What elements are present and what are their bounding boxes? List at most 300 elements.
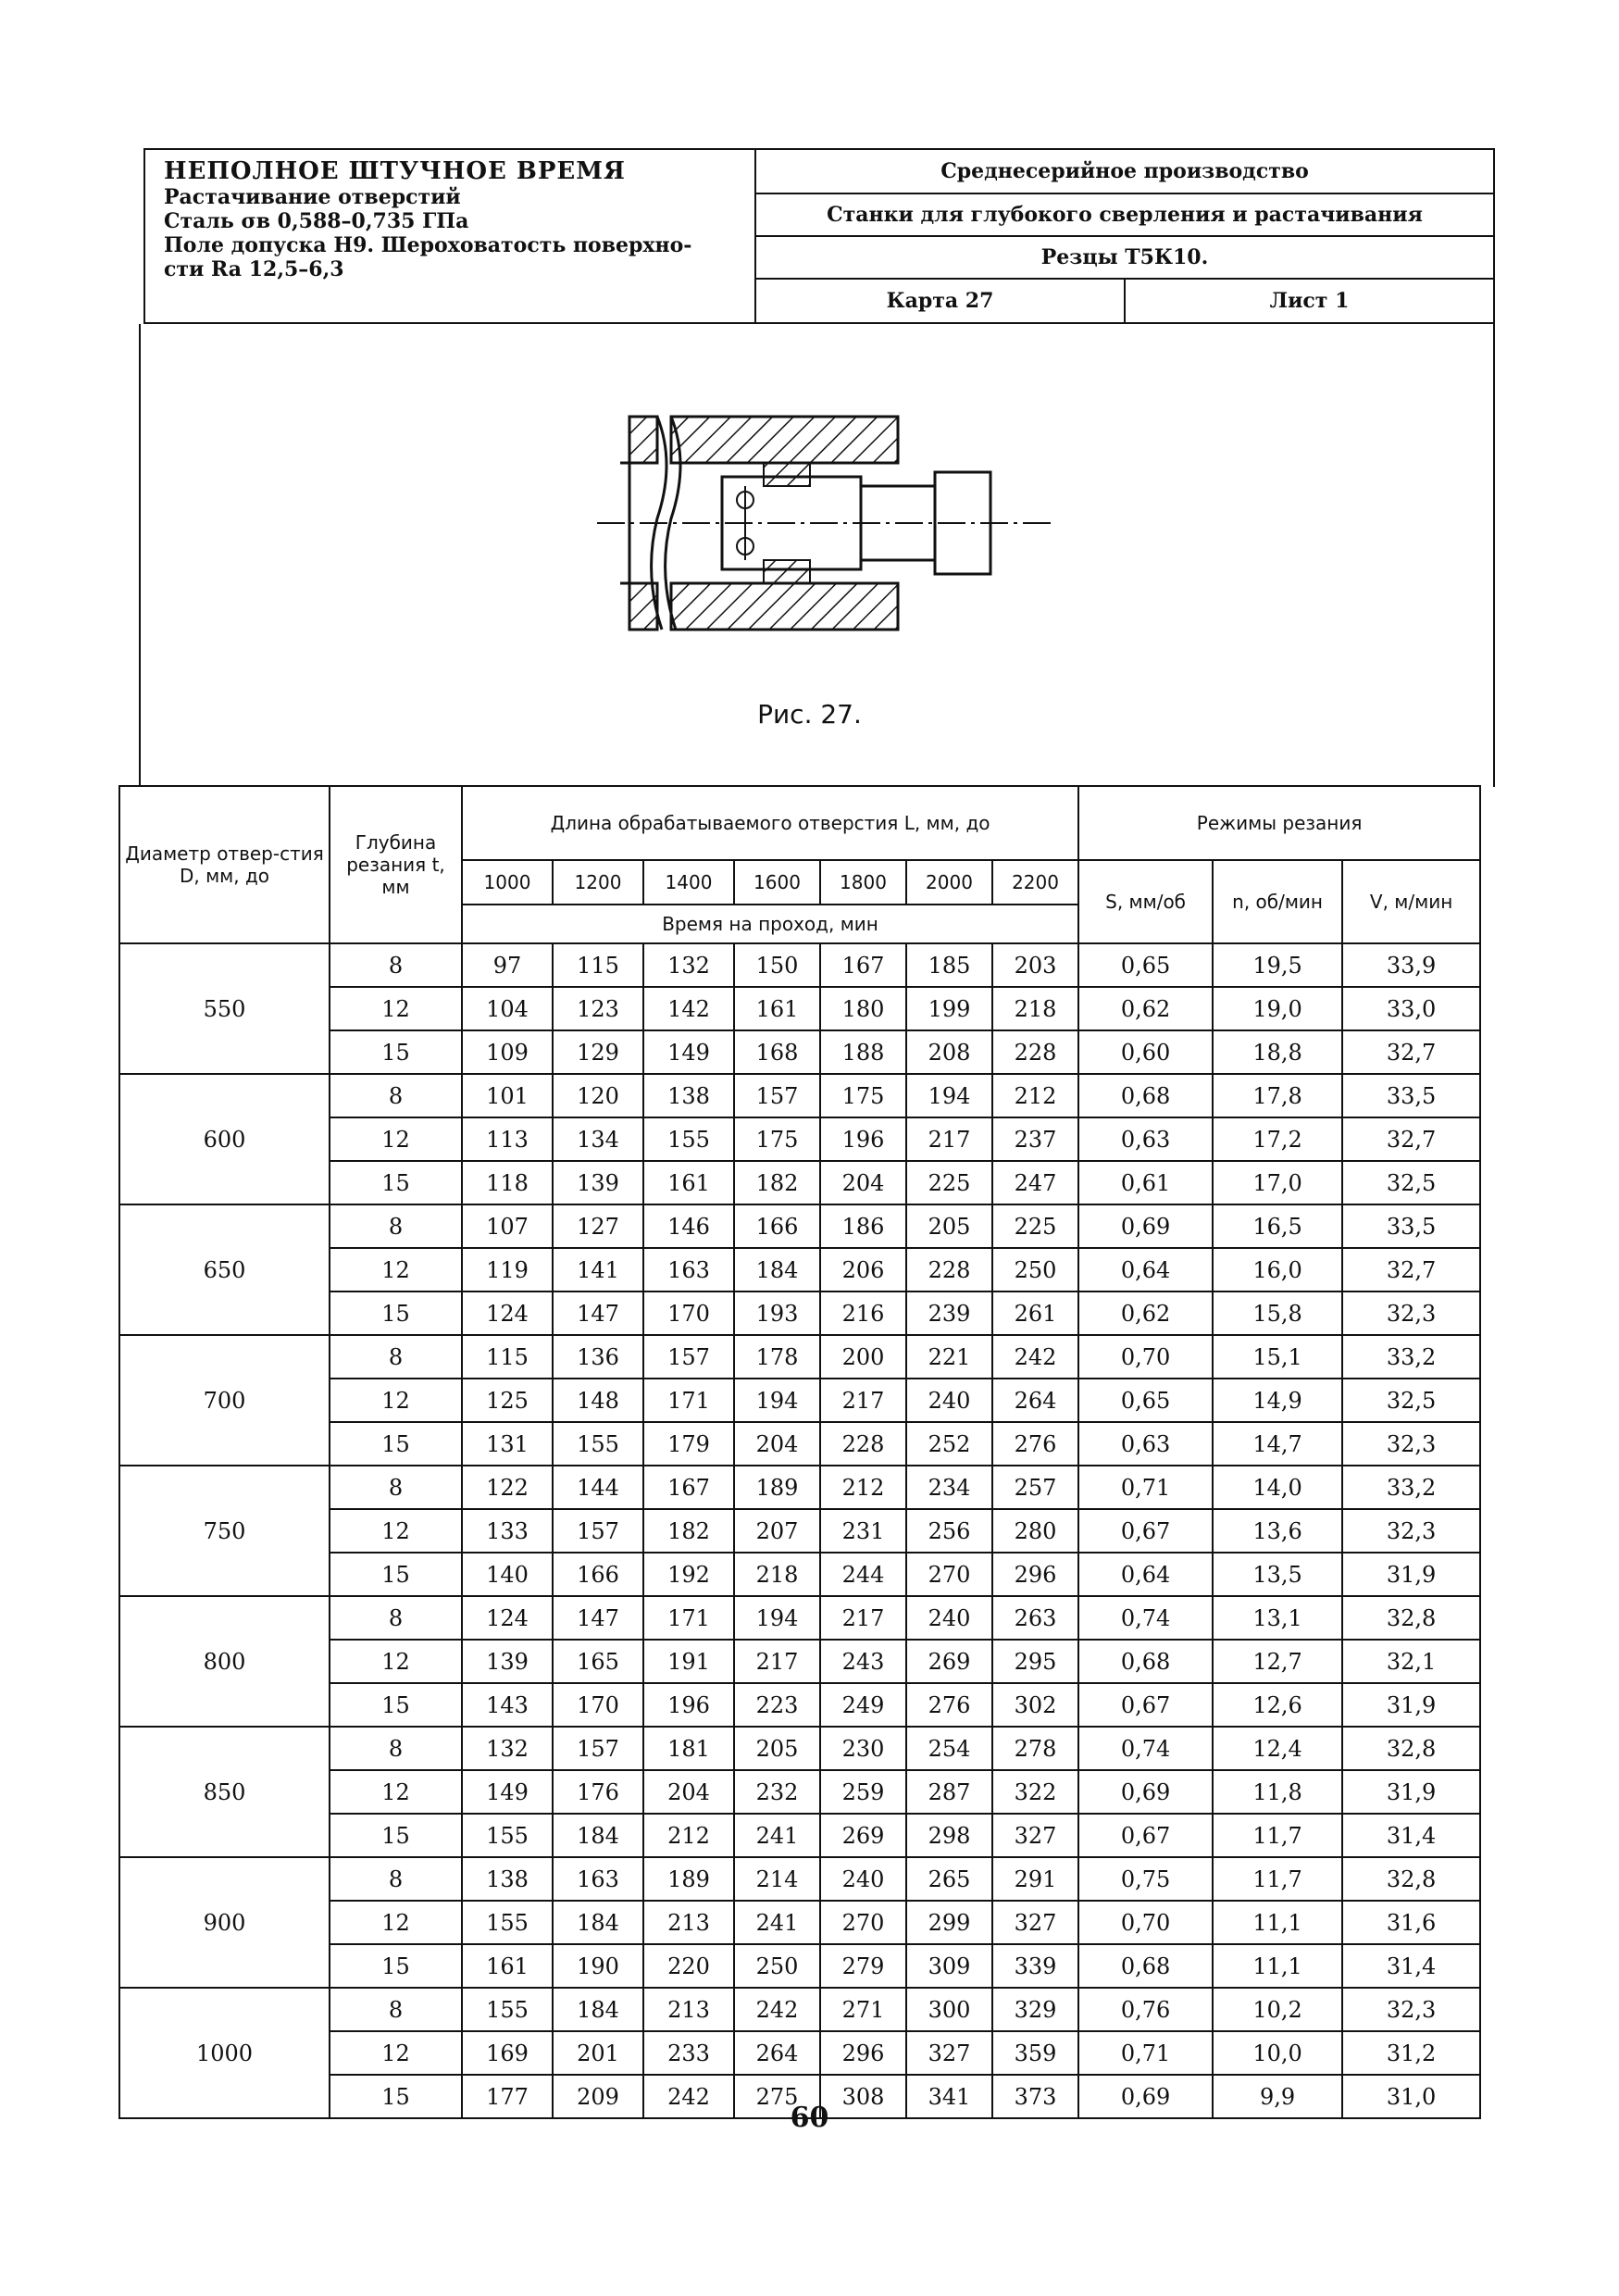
time-cell: 322 — [992, 1770, 1078, 1814]
time-cell: 196 — [643, 1683, 734, 1727]
mode-cell: 32,5 — [1342, 1161, 1480, 1204]
time-cell: 167 — [820, 943, 906, 987]
time-cell: 327 — [906, 2031, 992, 2075]
time-cell: 269 — [906, 1640, 992, 1683]
time-cell: 296 — [992, 1553, 1078, 1596]
depth-cell: 8 — [330, 1727, 462, 1770]
time-cell: 192 — [643, 1553, 734, 1596]
time-header: Время на проход, мин — [462, 905, 1078, 943]
time-cell: 276 — [906, 1683, 992, 1727]
mode-cell: 31,4 — [1342, 1814, 1480, 1857]
mode-cell: 12,4 — [1213, 1727, 1342, 1770]
mode-cell: 0,64 — [1078, 1553, 1213, 1596]
time-cell: 270 — [906, 1553, 992, 1596]
mode-cell: 0,74 — [1078, 1727, 1213, 1770]
length-col-header: 1000 — [462, 860, 553, 905]
time-cell: 339 — [992, 1944, 1078, 1988]
time-cell: 168 — [734, 1030, 820, 1074]
diameter-header: Диаметр отвер-стия D, мм, до — [119, 786, 330, 943]
mode-cell: 0,60 — [1078, 1030, 1213, 1074]
time-cell: 359 — [992, 2031, 1078, 2075]
time-cell: 125 — [462, 1379, 553, 1422]
time-cell: 341 — [906, 2075, 992, 2118]
mode-cell: 32,7 — [1342, 1117, 1480, 1161]
time-cell: 205 — [906, 1204, 992, 1248]
table-row — [119, 1857, 1480, 1901]
mode-cell: 31,4 — [1342, 1944, 1480, 1988]
time-cell: 182 — [734, 1161, 820, 1204]
mode-cell: 0,62 — [1078, 987, 1213, 1030]
time-cell: 115 — [462, 1335, 553, 1379]
time-cell: 242 — [992, 1335, 1078, 1379]
mode-cell: 33,5 — [1342, 1074, 1480, 1117]
mode-cell: 0,69 — [1078, 1204, 1213, 1248]
time-cell: 184 — [553, 1988, 643, 2031]
mode-cell: 0,71 — [1078, 1466, 1213, 1509]
mode-cell: 0,75 — [1078, 1857, 1213, 1901]
time-cell: 169 — [462, 2031, 553, 2075]
time-cell: 196 — [820, 1117, 906, 1161]
mode-cell: 31,2 — [1342, 2031, 1480, 2075]
mode-cell: 0,70 — [1078, 1335, 1213, 1379]
time-cell: 170 — [643, 1292, 734, 1335]
diameter-cell: 900 — [119, 1857, 330, 1988]
time-cell: 189 — [734, 1466, 820, 1509]
time-cell: 217 — [906, 1117, 992, 1161]
table-row — [119, 1727, 1480, 1770]
time-cell: 221 — [906, 1335, 992, 1379]
mode-cell: 0,70 — [1078, 1901, 1213, 1944]
time-cell: 220 — [643, 1944, 734, 1988]
mode-cell: 11,7 — [1213, 1857, 1342, 1901]
time-cell: 190 — [553, 1944, 643, 1988]
time-cell: 247 — [992, 1161, 1078, 1204]
time-cell: 171 — [643, 1379, 734, 1422]
page-number: 60 — [790, 2102, 829, 2134]
header-title: НЕПОЛНОЕ ШТУЧНОЕ ВРЕМЯ — [164, 157, 626, 185]
time-cell: 161 — [462, 1944, 553, 1988]
mode-cell: 31,9 — [1342, 1683, 1480, 1727]
time-cell: 150 — [734, 943, 820, 987]
mode-cell: 32,5 — [1342, 1379, 1480, 1422]
mode-cell: 0,69 — [1078, 2075, 1213, 2118]
time-cell: 184 — [553, 1901, 643, 1944]
time-cell: 249 — [820, 1683, 906, 1727]
time-cell: 204 — [734, 1422, 820, 1466]
time-cell: 149 — [643, 1030, 734, 1074]
time-cell: 250 — [992, 1248, 1078, 1292]
header-line: сти Ra 12,5–6,3 — [164, 257, 344, 281]
time-cell: 124 — [462, 1292, 553, 1335]
mode-cell: 12,6 — [1213, 1683, 1342, 1727]
time-cell: 241 — [734, 1814, 820, 1857]
time-cell: 252 — [906, 1422, 992, 1466]
time-cell: 279 — [820, 1944, 906, 1988]
time-cell: 256 — [906, 1509, 992, 1553]
length-col-header: 1800 — [820, 860, 906, 905]
mode-cell: 13,6 — [1213, 1509, 1342, 1553]
time-cell: 167 — [643, 1466, 734, 1509]
mode-cell: 32,7 — [1342, 1248, 1480, 1292]
mode-cell: 0,65 — [1078, 1379, 1213, 1422]
time-cell: 233 — [643, 2031, 734, 2075]
time-cell: 107 — [462, 1204, 553, 1248]
depth-cell: 8 — [330, 943, 462, 987]
mode-cell: 0,64 — [1078, 1248, 1213, 1292]
time-cell: 155 — [462, 1814, 553, 1857]
modes-header: Режимы резания — [1078, 786, 1480, 860]
time-cell: 264 — [992, 1379, 1078, 1422]
time-cell: 132 — [462, 1727, 553, 1770]
depth-cell: 12 — [330, 1248, 462, 1292]
boring-drawing — [592, 407, 1055, 648]
time-cell: 120 — [553, 1074, 643, 1117]
time-cell: 254 — [906, 1727, 992, 1770]
time-cell: 241 — [734, 1901, 820, 1944]
time-cell: 242 — [643, 2075, 734, 2118]
speed-header: n, об/мин — [1213, 860, 1342, 943]
time-cell: 155 — [462, 1988, 553, 2031]
length-header: Длина обрабатываемого отверстия L, мм, до — [462, 786, 1078, 860]
mode-cell: 0,67 — [1078, 1683, 1213, 1727]
time-cell: 184 — [734, 1248, 820, 1292]
time-cell: 155 — [462, 1901, 553, 1944]
time-cell: 209 — [553, 2075, 643, 2118]
time-cell: 118 — [462, 1161, 553, 1204]
depth-cell: 8 — [330, 1988, 462, 2031]
time-cell: 188 — [820, 1030, 906, 1074]
depth-cell: 8 — [330, 1335, 462, 1379]
mode-cell: 0,61 — [1078, 1161, 1213, 1204]
time-cell: 199 — [906, 987, 992, 1030]
time-cell: 302 — [992, 1683, 1078, 1727]
mode-cell: 10,0 — [1213, 2031, 1342, 2075]
time-cell: 155 — [553, 1422, 643, 1466]
mode-cell: 0,76 — [1078, 1988, 1213, 2031]
mode-cell: 33,0 — [1342, 987, 1480, 1030]
mode-cell: 0,71 — [1078, 2031, 1213, 2075]
depth-cell: 15 — [330, 1292, 462, 1335]
mode-cell: 9,9 — [1213, 2075, 1342, 2118]
time-cell: 263 — [992, 1596, 1078, 1640]
time-cell: 218 — [992, 987, 1078, 1030]
mode-cell: 11,7 — [1213, 1814, 1342, 1857]
velocity-header: V, м/мин — [1342, 860, 1480, 943]
time-cell: 217 — [734, 1640, 820, 1683]
time-cell: 242 — [734, 1988, 820, 2031]
mode-cell: 15,1 — [1213, 1335, 1342, 1379]
time-cell: 287 — [906, 1770, 992, 1814]
mode-cell: 0,65 — [1078, 943, 1213, 987]
time-cell: 239 — [906, 1292, 992, 1335]
mode-cell: 14,0 — [1213, 1466, 1342, 1509]
time-cell: 244 — [820, 1553, 906, 1596]
time-cell: 269 — [820, 1814, 906, 1857]
mode-cell: 19,0 — [1213, 987, 1342, 1030]
mode-cell: 32,8 — [1342, 1727, 1480, 1770]
time-cell: 138 — [643, 1074, 734, 1117]
time-cell: 217 — [820, 1596, 906, 1640]
time-cell: 115 — [553, 943, 643, 987]
depth-cell: 15 — [330, 1030, 462, 1074]
time-cell: 139 — [553, 1161, 643, 1204]
depth-cell: 12 — [330, 1117, 462, 1161]
mode-cell: 32,7 — [1342, 1030, 1480, 1074]
table-row — [119, 1204, 1480, 1248]
time-cell: 165 — [553, 1640, 643, 1683]
depth-cell: 15 — [330, 1944, 462, 1988]
mode-cell: 12,7 — [1213, 1640, 1342, 1683]
time-cell: 225 — [906, 1161, 992, 1204]
mode-cell: 11,1 — [1213, 1901, 1342, 1944]
time-cell: 157 — [553, 1727, 643, 1770]
time-cell: 228 — [906, 1248, 992, 1292]
mode-cell: 0,68 — [1078, 1074, 1213, 1117]
time-cell: 193 — [734, 1292, 820, 1335]
depth-cell: 12 — [330, 1640, 462, 1683]
diameter-cell: 800 — [119, 1596, 330, 1727]
time-cell: 309 — [906, 1944, 992, 1988]
time-cell: 231 — [820, 1509, 906, 1553]
depth-cell: 12 — [330, 1770, 462, 1814]
table-row — [119, 1335, 1480, 1379]
depth-cell: 15 — [330, 1422, 462, 1466]
depth-cell: 15 — [330, 1683, 462, 1727]
depth-cell: 12 — [330, 2031, 462, 2075]
mode-cell: 32,8 — [1342, 1596, 1480, 1640]
time-table — [118, 785, 1481, 2119]
time-cell: 275 — [734, 2075, 820, 2118]
time-cell: 228 — [820, 1422, 906, 1466]
time-cell: 166 — [734, 1204, 820, 1248]
time-cell: 237 — [992, 1117, 1078, 1161]
time-cell: 228 — [992, 1030, 1078, 1074]
mode-cell: 33,9 — [1342, 943, 1480, 987]
time-cell: 223 — [734, 1683, 820, 1727]
diameter-cell: 700 — [119, 1335, 330, 1466]
time-cell: 157 — [643, 1335, 734, 1379]
depth-header: Глубина резания t, мм — [330, 786, 462, 943]
time-cell: 191 — [643, 1640, 734, 1683]
time-cell: 161 — [734, 987, 820, 1030]
time-cell: 133 — [462, 1509, 553, 1553]
time-cell: 259 — [820, 1770, 906, 1814]
time-cell: 270 — [820, 1901, 906, 1944]
time-cell: 373 — [992, 2075, 1078, 2118]
time-cell: 204 — [820, 1161, 906, 1204]
time-cell: 181 — [643, 1727, 734, 1770]
figure-caption: Рис. 27. — [757, 699, 862, 730]
time-cell: 204 — [643, 1770, 734, 1814]
time-cell: 113 — [462, 1117, 553, 1161]
time-cell: 327 — [992, 1901, 1078, 1944]
time-cell: 101 — [462, 1074, 553, 1117]
mode-cell: 0,62 — [1078, 1292, 1213, 1335]
time-cell: 182 — [643, 1509, 734, 1553]
time-cell: 257 — [992, 1466, 1078, 1509]
mode-cell: 17,2 — [1213, 1117, 1342, 1161]
length-col-header: 2200 — [992, 860, 1078, 905]
time-cell: 163 — [643, 1248, 734, 1292]
mode-cell: 14,9 — [1213, 1379, 1342, 1422]
time-cell: 299 — [906, 1901, 992, 1944]
time-cell: 329 — [992, 1988, 1078, 2031]
time-cell: 177 — [462, 2075, 553, 2118]
time-cell: 194 — [734, 1379, 820, 1422]
time-cell: 122 — [462, 1466, 553, 1509]
time-cell: 170 — [553, 1683, 643, 1727]
time-cell: 175 — [734, 1117, 820, 1161]
diameter-cell: 850 — [119, 1727, 330, 1857]
time-cell: 136 — [553, 1335, 643, 1379]
mode-cell: 11,1 — [1213, 1944, 1342, 1988]
time-cell: 280 — [992, 1509, 1078, 1553]
time-cell: 185 — [906, 943, 992, 987]
time-cell: 206 — [820, 1248, 906, 1292]
length-col-header: 1600 — [734, 860, 820, 905]
time-cell: 216 — [820, 1292, 906, 1335]
depth-cell: 12 — [330, 987, 462, 1030]
table-row — [119, 1988, 1480, 2031]
mode-cell: 17,0 — [1213, 1161, 1342, 1204]
depth-cell: 12 — [330, 1509, 462, 1553]
time-cell: 218 — [734, 1553, 820, 1596]
mode-cell: 0,67 — [1078, 1814, 1213, 1857]
time-cell: 212 — [643, 1814, 734, 1857]
card-sheet-row — [756, 280, 1493, 322]
time-cell: 157 — [734, 1074, 820, 1117]
mode-cell: 31,0 — [1342, 2075, 1480, 2118]
time-cell: 138 — [462, 1857, 553, 1901]
time-cell: 250 — [734, 1944, 820, 1988]
time-cell: 261 — [992, 1292, 1078, 1335]
time-cell: 119 — [462, 1248, 553, 1292]
depth-cell: 15 — [330, 2075, 462, 2118]
time-cell: 141 — [553, 1248, 643, 1292]
header-description — [145, 150, 756, 322]
time-cell: 155 — [643, 1117, 734, 1161]
length-col-header: 2000 — [906, 860, 992, 905]
table-row — [119, 1074, 1480, 1117]
time-cell: 291 — [992, 1857, 1078, 1901]
time-cell: 240 — [906, 1379, 992, 1422]
depth-cell: 8 — [330, 1466, 462, 1509]
time-cell: 276 — [992, 1422, 1078, 1466]
time-cell: 171 — [643, 1596, 734, 1640]
time-cell: 271 — [820, 1988, 906, 2031]
time-cell: 97 — [462, 943, 553, 987]
mode-cell: 16,0 — [1213, 1248, 1342, 1292]
time-cell: 265 — [906, 1857, 992, 1901]
mode-cell: 32,3 — [1342, 1509, 1480, 1553]
mode-cell: 0,74 — [1078, 1596, 1213, 1640]
tool-type: Резцы Т5К10. — [756, 237, 1493, 280]
mode-cell: 15,8 — [1213, 1292, 1342, 1335]
mode-cell: 0,68 — [1078, 1944, 1213, 1988]
mode-cell: 13,5 — [1213, 1553, 1342, 1596]
time-cell: 208 — [906, 1030, 992, 1074]
time-cell: 134 — [553, 1117, 643, 1161]
time-cell: 124 — [462, 1596, 553, 1640]
time-cell: 300 — [906, 1988, 992, 2031]
mode-cell: 0,67 — [1078, 1509, 1213, 1553]
header-line: Поле допуска Н9. Шероховатость поверхно- — [164, 233, 692, 257]
time-cell: 161 — [643, 1161, 734, 1204]
table-row — [119, 943, 1480, 987]
card-number: Карта 27 — [756, 280, 1126, 322]
mode-cell: 0,69 — [1078, 1770, 1213, 1814]
header-line: Растачивание отверстий — [164, 185, 461, 209]
time-cell: 213 — [643, 1901, 734, 1944]
time-cell: 186 — [820, 1204, 906, 1248]
time-cell: 205 — [734, 1727, 820, 1770]
time-cell: 295 — [992, 1640, 1078, 1683]
time-cell: 232 — [734, 1770, 820, 1814]
time-cell: 296 — [820, 2031, 906, 2075]
mode-cell: 17,8 — [1213, 1074, 1342, 1117]
time-cell: 140 — [462, 1553, 553, 1596]
header-block — [143, 148, 1495, 324]
time-cell: 142 — [643, 987, 734, 1030]
table-row — [119, 1466, 1480, 1509]
time-cell: 131 — [462, 1422, 553, 1466]
mode-cell: 31,6 — [1342, 1901, 1480, 1944]
time-cell: 230 — [820, 1727, 906, 1770]
time-cell: 166 — [553, 1553, 643, 1596]
time-cell: 194 — [906, 1074, 992, 1117]
time-cell: 234 — [906, 1466, 992, 1509]
time-cell: 163 — [553, 1857, 643, 1901]
time-cell: 176 — [553, 1770, 643, 1814]
sheet-number: Лист 1 — [1269, 289, 1350, 313]
mode-cell: 33,5 — [1342, 1204, 1480, 1248]
depth-cell: 15 — [330, 1553, 462, 1596]
depth-cell: 12 — [330, 1901, 462, 1944]
time-cell: 212 — [820, 1466, 906, 1509]
length-col-header: 1400 — [643, 860, 734, 905]
mode-cell: 10,2 — [1213, 1988, 1342, 2031]
table-body — [119, 943, 1480, 2118]
mode-cell: 31,9 — [1342, 1770, 1480, 1814]
time-cell: 139 — [462, 1640, 553, 1683]
time-cell: 132 — [643, 943, 734, 987]
time-cell: 157 — [553, 1509, 643, 1553]
time-cell: 127 — [553, 1204, 643, 1248]
mode-cell: 0,68 — [1078, 1640, 1213, 1683]
mode-cell: 33,2 — [1342, 1335, 1480, 1379]
depth-cell: 15 — [330, 1814, 462, 1857]
time-cell: 240 — [906, 1596, 992, 1640]
diameter-cell: 650 — [119, 1204, 330, 1335]
mode-cell: 32,3 — [1342, 1988, 1480, 2031]
depth-cell: 8 — [330, 1204, 462, 1248]
diameter-cell: 600 — [119, 1074, 330, 1204]
time-cell: 200 — [820, 1335, 906, 1379]
table-row — [119, 1596, 1480, 1640]
time-cell: 214 — [734, 1857, 820, 1901]
time-cell: 201 — [553, 2031, 643, 2075]
time-cell: 180 — [820, 987, 906, 1030]
mode-cell: 31,9 — [1342, 1553, 1480, 1596]
time-cell: 213 — [643, 1988, 734, 2031]
time-cell: 240 — [820, 1857, 906, 1901]
time-cell: 189 — [643, 1857, 734, 1901]
time-cell: 129 — [553, 1030, 643, 1074]
mode-cell: 33,2 — [1342, 1466, 1480, 1509]
diameter-cell: 750 — [119, 1466, 330, 1596]
mode-cell: 32,1 — [1342, 1640, 1480, 1683]
time-cell: 147 — [553, 1292, 643, 1335]
